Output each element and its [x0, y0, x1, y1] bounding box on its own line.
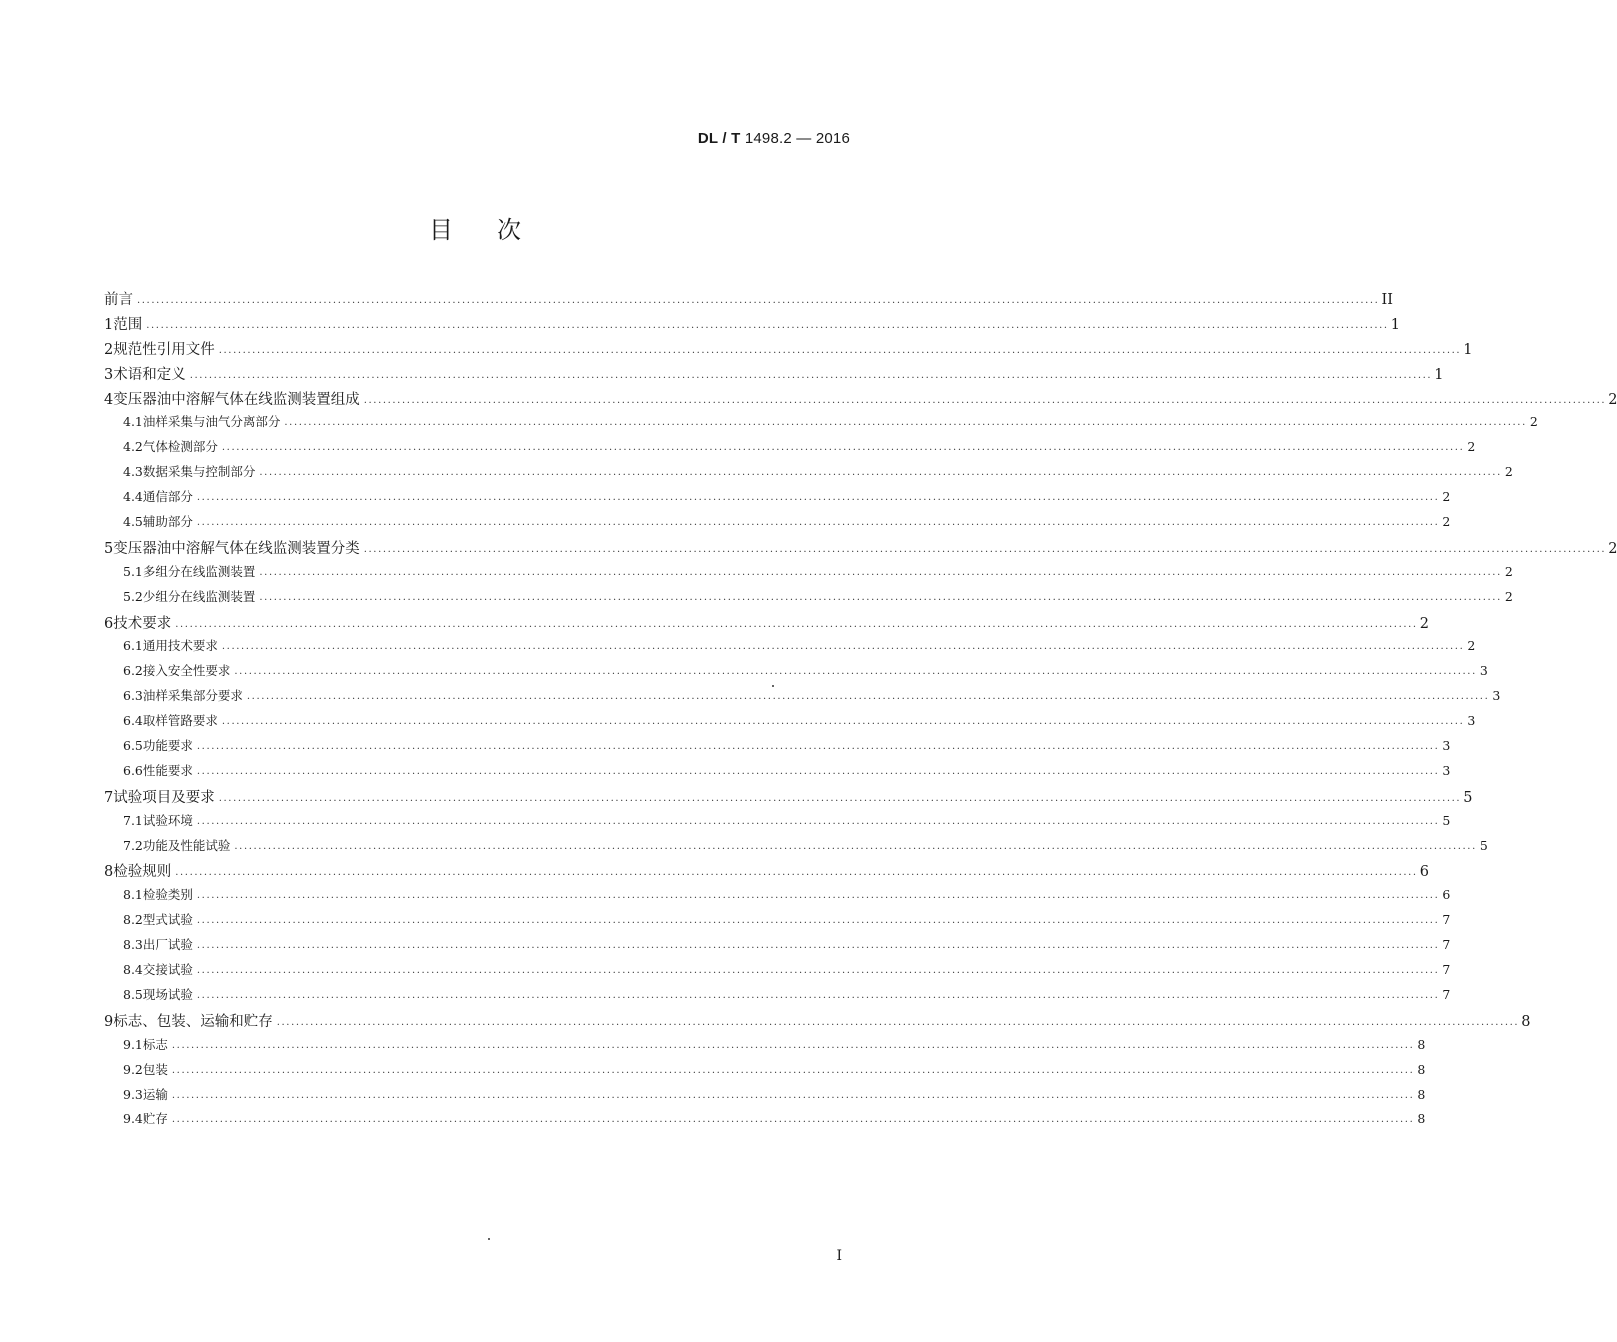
toc-leader-dots: .................................................................................................................................................................................................................................................................... — [218, 344, 1462, 356]
toc-entry-label: 运输 — [142, 1086, 168, 1102]
toc-entry-number: 9.2 — [123, 1061, 143, 1077]
toc-entry-number: 4.3 — [123, 464, 143, 480]
toc-entry-label: 交接试验 — [142, 962, 193, 978]
toc-entry-label: 通用技术要求 — [142, 638, 218, 654]
toc-entry-label: 功能要求 — [142, 738, 193, 754]
toc-entry-label: 贮存 — [142, 1111, 168, 1127]
toc-entry[interactable] — [104, 1010, 1531, 1035]
toc-entry-number: 2 — [104, 341, 114, 358]
toc-entry-label: 功能及性能试验 — [142, 837, 231, 853]
toc-entry-page: 8 — [1417, 1036, 1426, 1052]
toc-entry-label: 出厂试验 — [142, 937, 193, 953]
toc-entry[interactable] — [104, 661, 1488, 686]
toc-entry-page: 7 — [1442, 962, 1451, 978]
toc-entry-number: 4.4 — [123, 489, 143, 505]
toc-entry-label: 取样管路要求 — [142, 713, 218, 729]
toc-entry-label: 多组分在线监测装置 — [142, 563, 256, 579]
toc-entry-label: 性能要求 — [142, 762, 193, 778]
toc-entry[interactable] — [104, 636, 1476, 661]
toc-entry-number: 8.2 — [123, 912, 143, 928]
toc-title: 目次 — [429, 216, 565, 244]
toc-leader-dots: .................................................................................................................................................................................................................................................................... — [259, 591, 1502, 603]
toc-leader-dots: .................................................................................................................................................................................................................................................................... — [171, 1114, 1415, 1126]
toc-entry[interactable] — [104, 1109, 1426, 1134]
toc-entry-page: II — [1381, 292, 1393, 308]
toc-leader-dots: .................................................................................................................................................................................................................................................................... — [146, 319, 1389, 331]
toc-entry-number: 7 — [104, 789, 114, 806]
toc-entry[interactable] — [104, 761, 1451, 786]
toc-entry-page: 3 — [1467, 713, 1476, 729]
toc-leader-dots: .................................................................................................................................................................................................................................................................... — [189, 369, 1433, 381]
toc-entry-number: 6.3 — [123, 688, 143, 704]
toc-entry-label: 型式试验 — [142, 912, 193, 928]
toc-entry-label: 油样采集与油气分离部分 — [142, 414, 281, 430]
toc-entry[interactable] — [104, 338, 1473, 363]
toc-entry-label: 标志 — [142, 1036, 168, 1052]
toc-leader-dots: .................................................................................................................................................................................................................................................................... — [276, 1016, 1520, 1028]
toc-entry[interactable] — [104, 562, 1513, 587]
toc-entry-page: 3 — [1442, 738, 1451, 754]
toc-entry[interactable] — [104, 437, 1476, 462]
toc-leader-dots: .................................................................................................................................................................................................................................................................... — [363, 394, 1607, 406]
toc-entry-label: 试验项目及要求 — [113, 789, 215, 806]
toc-entry-page: 2 — [1442, 489, 1451, 505]
toc-entry-page: 5 — [1463, 789, 1473, 806]
toc-entry[interactable] — [104, 935, 1451, 960]
toc-entry-number: 6.4 — [123, 713, 143, 729]
toc-leader-dots: .................................................................................................................................................................................................................................................................... — [196, 492, 1440, 504]
toc-entry-page: 3 — [1479, 663, 1488, 679]
toc-entry-label: 前言 — [104, 292, 133, 308]
toc-entry-number: 5 — [104, 540, 114, 557]
toc-entry-page: 2 — [1529, 414, 1538, 430]
toc-leader-dots: .................................................................................................................................................................................................................................................................... — [221, 641, 1465, 653]
toc-entry-number: 9 — [104, 1013, 114, 1030]
toc-entry[interactable] — [104, 288, 1393, 313]
stray-mark — [488, 1238, 490, 1240]
stray-mark — [772, 685, 774, 687]
toc-entry-page: 2 — [1504, 563, 1513, 579]
toc-entry-label: 规范性引用文件 — [113, 341, 215, 358]
toc-entry-number: 1 — [104, 316, 114, 333]
table-of-contents — [104, 288, 1617, 1134]
toc-entry-page: 8 — [1417, 1086, 1426, 1102]
toc-entry[interactable] — [104, 1085, 1426, 1110]
toc-leader-dots: .................................................................................................................................................................................................................................................................... — [218, 792, 1462, 804]
toc-entry[interactable] — [104, 412, 1538, 437]
toc-leader-dots: .................................................................................................................................................................................................................................................................... — [246, 691, 1490, 703]
toc-entry-number: 4.5 — [123, 514, 143, 530]
toc-entry-number: 7.2 — [123, 837, 143, 853]
toc-entry-page: 1 — [1390, 316, 1400, 333]
toc-entry-page: 1 — [1434, 366, 1444, 383]
toc-entry[interactable] — [104, 736, 1451, 761]
toc-entry-page: 3 — [1442, 762, 1451, 778]
toc-leader-dots: .................................................................................................................................................................................................................................................................... — [196, 517, 1440, 529]
toc-entry[interactable] — [104, 985, 1451, 1010]
toc-entry-number: 5.2 — [123, 588, 143, 604]
toc-entry-label: 接入安全性要求 — [142, 663, 231, 679]
toc-entry-page: 2 — [1608, 391, 1617, 408]
toc-entry[interactable] — [104, 885, 1451, 910]
toc-entry-number: 6.2 — [123, 663, 143, 679]
toc-entry-number: 3 — [104, 366, 114, 383]
toc-entry-number: 4 — [104, 391, 114, 408]
toc-entry-label: 术语和定义 — [113, 366, 186, 383]
standard-code — [698, 130, 850, 147]
toc-entry-page: 2 — [1467, 439, 1476, 455]
toc-entry[interactable] — [104, 1035, 1426, 1060]
toc-leader-dots: .................................................................................................................................................................................................................................................................... — [196, 765, 1440, 777]
toc-entry-label: 少组分在线监测装置 — [142, 588, 256, 604]
toc-entry-page: 2 — [1442, 514, 1451, 530]
toc-leader-dots: .................................................................................................................................................................................................................................................................... — [171, 1064, 1415, 1076]
toc-leader-dots: .................................................................................................................................................................................................................................................................... — [196, 965, 1440, 977]
toc-entry-page: 8 — [1417, 1111, 1426, 1127]
toc-entry-number: 8.1 — [123, 887, 143, 903]
toc-entry[interactable] — [104, 462, 1513, 487]
toc-entry-label: 通信部分 — [142, 489, 193, 505]
toc-entry[interactable] — [104, 960, 1451, 985]
standard-prefix: DL / T — [697, 130, 741, 147]
toc-entry-label: 现场试验 — [142, 986, 193, 1002]
toc-entry[interactable] — [104, 836, 1488, 861]
toc-entry-page: 7 — [1442, 937, 1451, 953]
toc-leader-dots: .................................................................................................................................................................................................................................................................... — [234, 666, 1477, 678]
toc-leader-dots: .................................................................................................................................................................................................................................................................... — [196, 815, 1440, 827]
toc-leader-dots: .................................................................................................................................................................................................................................................................... — [196, 741, 1440, 753]
toc-entry-page: 3 — [1492, 688, 1501, 704]
toc-entry-label: 变压器油中溶解气体在线监测装置分类 — [113, 540, 360, 557]
toc-entry-page: 2 — [1504, 588, 1513, 604]
toc-leader-dots: .................................................................................................................................................................................................................................................................... — [175, 618, 1418, 630]
toc-entry[interactable] — [104, 512, 1451, 537]
toc-entry[interactable] — [104, 587, 1513, 612]
toc-entry-page: 5 — [1479, 837, 1488, 853]
toc-entry-label: 标志、包装、运输和贮存 — [113, 1013, 273, 1030]
toc-entry[interactable] — [104, 537, 1617, 562]
standard-number: 1498.2 — 2016 — [744, 130, 850, 147]
toc-leader-dots: .................................................................................................................................................................................................................................................................... — [175, 867, 1418, 879]
toc-entry-number: 4.2 — [123, 439, 143, 455]
toc-entry-page: 6 — [1442, 887, 1451, 903]
toc-entry[interactable] — [104, 1060, 1426, 1085]
toc-entry[interactable] — [104, 313, 1400, 338]
toc-leader-dots: .................................................................................................................................................................................................................................................................... — [171, 1039, 1415, 1051]
toc-entry[interactable] — [104, 786, 1473, 811]
toc-entry-number: 8.3 — [123, 937, 143, 953]
toc-entry[interactable] — [104, 811, 1451, 836]
toc-entry-page: 5 — [1442, 812, 1451, 828]
toc-leader-dots: .................................................................................................................................................................................................................................................................... — [196, 940, 1440, 952]
toc-leader-dots: .................................................................................................................................................................................................................................................................... — [221, 442, 1465, 454]
toc-entry[interactable] — [104, 487, 1451, 512]
toc-entry-label: 技术要求 — [113, 615, 172, 632]
toc-entry-label: 气体检测部分 — [142, 439, 218, 455]
page-number: I — [836, 1248, 842, 1264]
toc-entry-label: 辅助部分 — [142, 514, 193, 530]
toc-leader-dots: .................................................................................................................................................................................................................................................................... — [363, 543, 1607, 555]
toc-leader-dots: .................................................................................................................................................................................................................................................................... — [259, 566, 1502, 578]
toc-entry[interactable] — [104, 686, 1501, 711]
toc-entry-number: 6.5 — [123, 738, 143, 754]
toc-entry-label: 范围 — [113, 316, 143, 333]
toc-leader-dots: .................................................................................................................................................................................................................................................................... — [259, 467, 1502, 479]
toc-entry[interactable] — [104, 388, 1617, 413]
toc-entry-page: 6 — [1419, 864, 1429, 881]
toc-leader-dots: .................................................................................................................................................................................................................................................................... — [196, 890, 1440, 902]
toc-leader-dots: .................................................................................................................................................................................................................................................................... — [196, 915, 1440, 927]
toc-leader-dots: .................................................................................................................................................................................................................................................................... — [171, 1089, 1415, 1101]
toc-entry[interactable] — [104, 910, 1451, 935]
toc-entry-number: 4.1 — [123, 414, 143, 430]
toc-entry-page: 2 — [1608, 540, 1617, 557]
toc-leader-dots: .................................................................................................................................................................................................................................................................... — [137, 295, 1380, 306]
toc-entry-number: 8.5 — [123, 986, 143, 1002]
toc-entry-page: 7 — [1442, 986, 1451, 1002]
toc-entry-page: 1 — [1463, 341, 1473, 358]
toc-entry-number: 8 — [104, 864, 114, 881]
toc-entry-number: 5.1 — [123, 563, 143, 579]
toc-entry-label: 变压器油中溶解气体在线监测装置组成 — [113, 391, 360, 408]
toc-entry-number: 6.1 — [123, 638, 143, 654]
toc-entry[interactable] — [104, 612, 1429, 637]
toc-entry[interactable] — [104, 363, 1444, 388]
toc-entry-number: 7.1 — [123, 812, 143, 828]
toc-entry-label: 检验类别 — [142, 887, 193, 903]
toc-entry-page: 2 — [1419, 615, 1429, 632]
toc-entry-number: 8.4 — [123, 962, 143, 978]
toc-entry-page: 7 — [1442, 912, 1451, 928]
toc-entry-number: 9.4 — [123, 1111, 143, 1127]
toc-entry-label: 包装 — [142, 1061, 168, 1077]
toc-entry-label: 检验规则 — [113, 864, 172, 881]
toc-entry-number: 9.1 — [123, 1036, 143, 1052]
toc-entry-page: 2 — [1504, 464, 1513, 480]
toc-entry-number: 9.3 — [123, 1086, 143, 1102]
toc-leader-dots: .................................................................................................................................................................................................................................................................... — [234, 840, 1477, 852]
toc-entry-label: 数据采集与控制部分 — [142, 464, 256, 480]
toc-entry-page: 8 — [1521, 1013, 1531, 1030]
toc-entry[interactable] — [104, 860, 1429, 885]
toc-entry-page: 2 — [1467, 638, 1476, 654]
toc-leader-dots: .................................................................................................................................................................................................................................................................... — [284, 417, 1527, 429]
toc-entry-number: 6 — [104, 615, 114, 632]
toc-leader-dots: .................................................................................................................................................................................................................................................................... — [221, 716, 1465, 728]
toc-entry-label: 试验环境 — [142, 812, 193, 828]
toc-entry-number: 6.6 — [123, 762, 143, 778]
toc-leader-dots: .................................................................................................................................................................................................................................................................... — [196, 989, 1440, 1001]
toc-entry-label: 油样采集部分要求 — [142, 688, 243, 704]
toc-entry-page: 8 — [1417, 1061, 1426, 1077]
toc-entry[interactable] — [104, 711, 1476, 736]
